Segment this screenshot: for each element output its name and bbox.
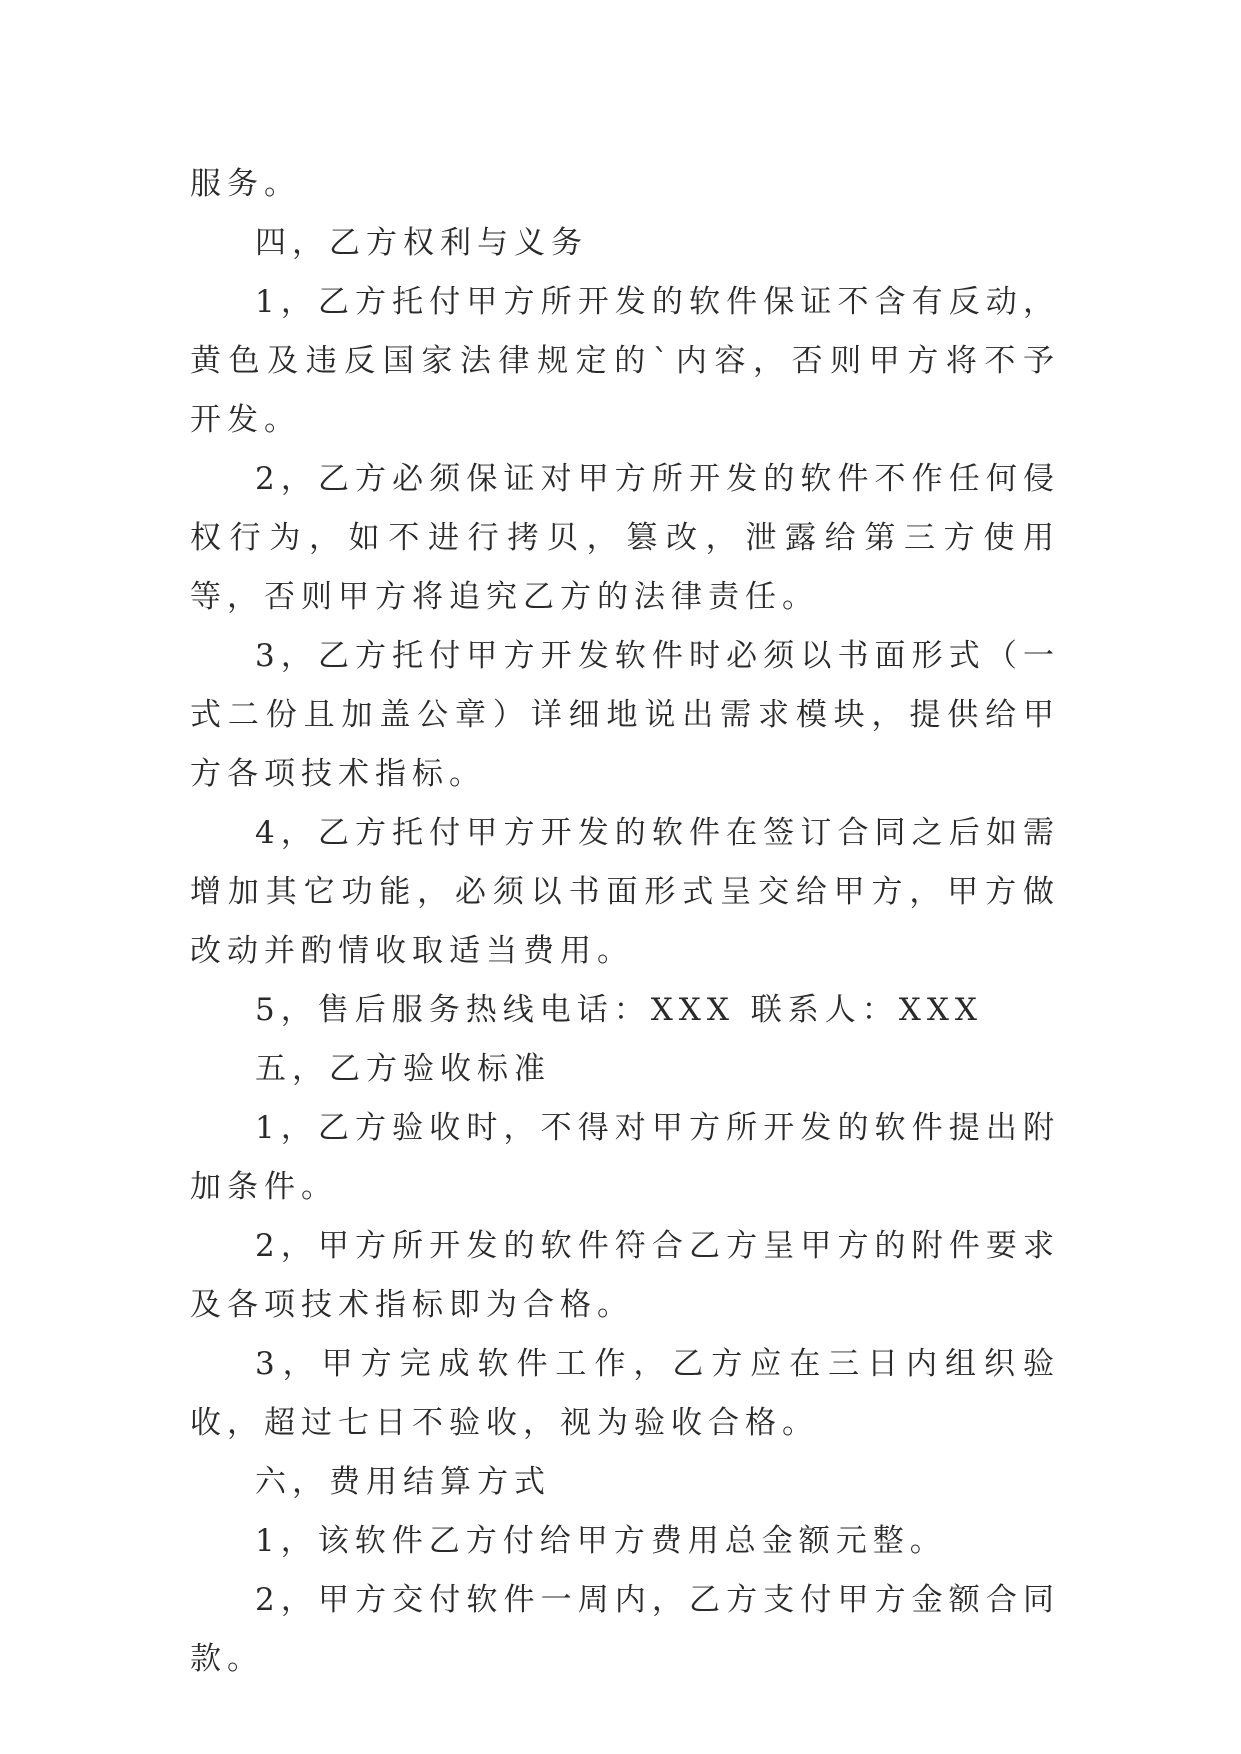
paragraph: 4，乙方托付甲方开发的软件在签订合同之后如需增加其它功能，必须以书面形式呈交给甲方，甲方做改动并酌情收取适当费用。 xyxy=(190,815,1060,969)
paragraph: 3，甲方完成软件工作，乙方应在三日内组织验收，超过七日不验收，视为验收合格。 xyxy=(190,1346,1060,1441)
paragraph: 2，甲方交付软件一周内，乙方支付甲方金额合同款。 xyxy=(190,1582,1060,1677)
paragraph: 1，乙方托付甲方所开发的软件保证不含有反动，黄色及违反国家法律规定的`内容，否则甲方将不予开发。 xyxy=(190,284,1060,438)
section-heading-5: 五，乙方验收标准 xyxy=(255,1051,551,1087)
paragraph-continuation: 服务。 xyxy=(190,166,301,202)
paragraph: 1，该软件乙方付给甲方费用总金额元整。 xyxy=(255,1523,947,1559)
section-heading-6: 六，费用结算方式 xyxy=(255,1464,551,1500)
paragraph: 3，乙方托付甲方开发软件时必须以书面形式（一式二份且加盖公章）详细地说出需求模块，提供给甲方各项技术指标。 xyxy=(190,638,1060,792)
paragraph: 1，乙方验收时，不得对甲方所开发的软件提出附加条件。 xyxy=(190,1110,1060,1205)
paragraph: 2，乙方必须保证对甲方所开发的软件不作任何侵权行为，如不进行拷贝，篡改，泄露给第三方使用等，否则甲方将追究乙方的法律责任。 xyxy=(190,461,1060,615)
paragraph: 5，售后服务热线电话：XXX 联系人：XXX xyxy=(255,992,983,1028)
document-body xyxy=(190,155,1060,1689)
section-heading-4: 四，乙方权利与义务 xyxy=(255,225,588,261)
paragraph: 2，甲方所开发的软件符合乙方呈甲方的附件要求及各项技术指标即为合格。 xyxy=(190,1228,1060,1323)
